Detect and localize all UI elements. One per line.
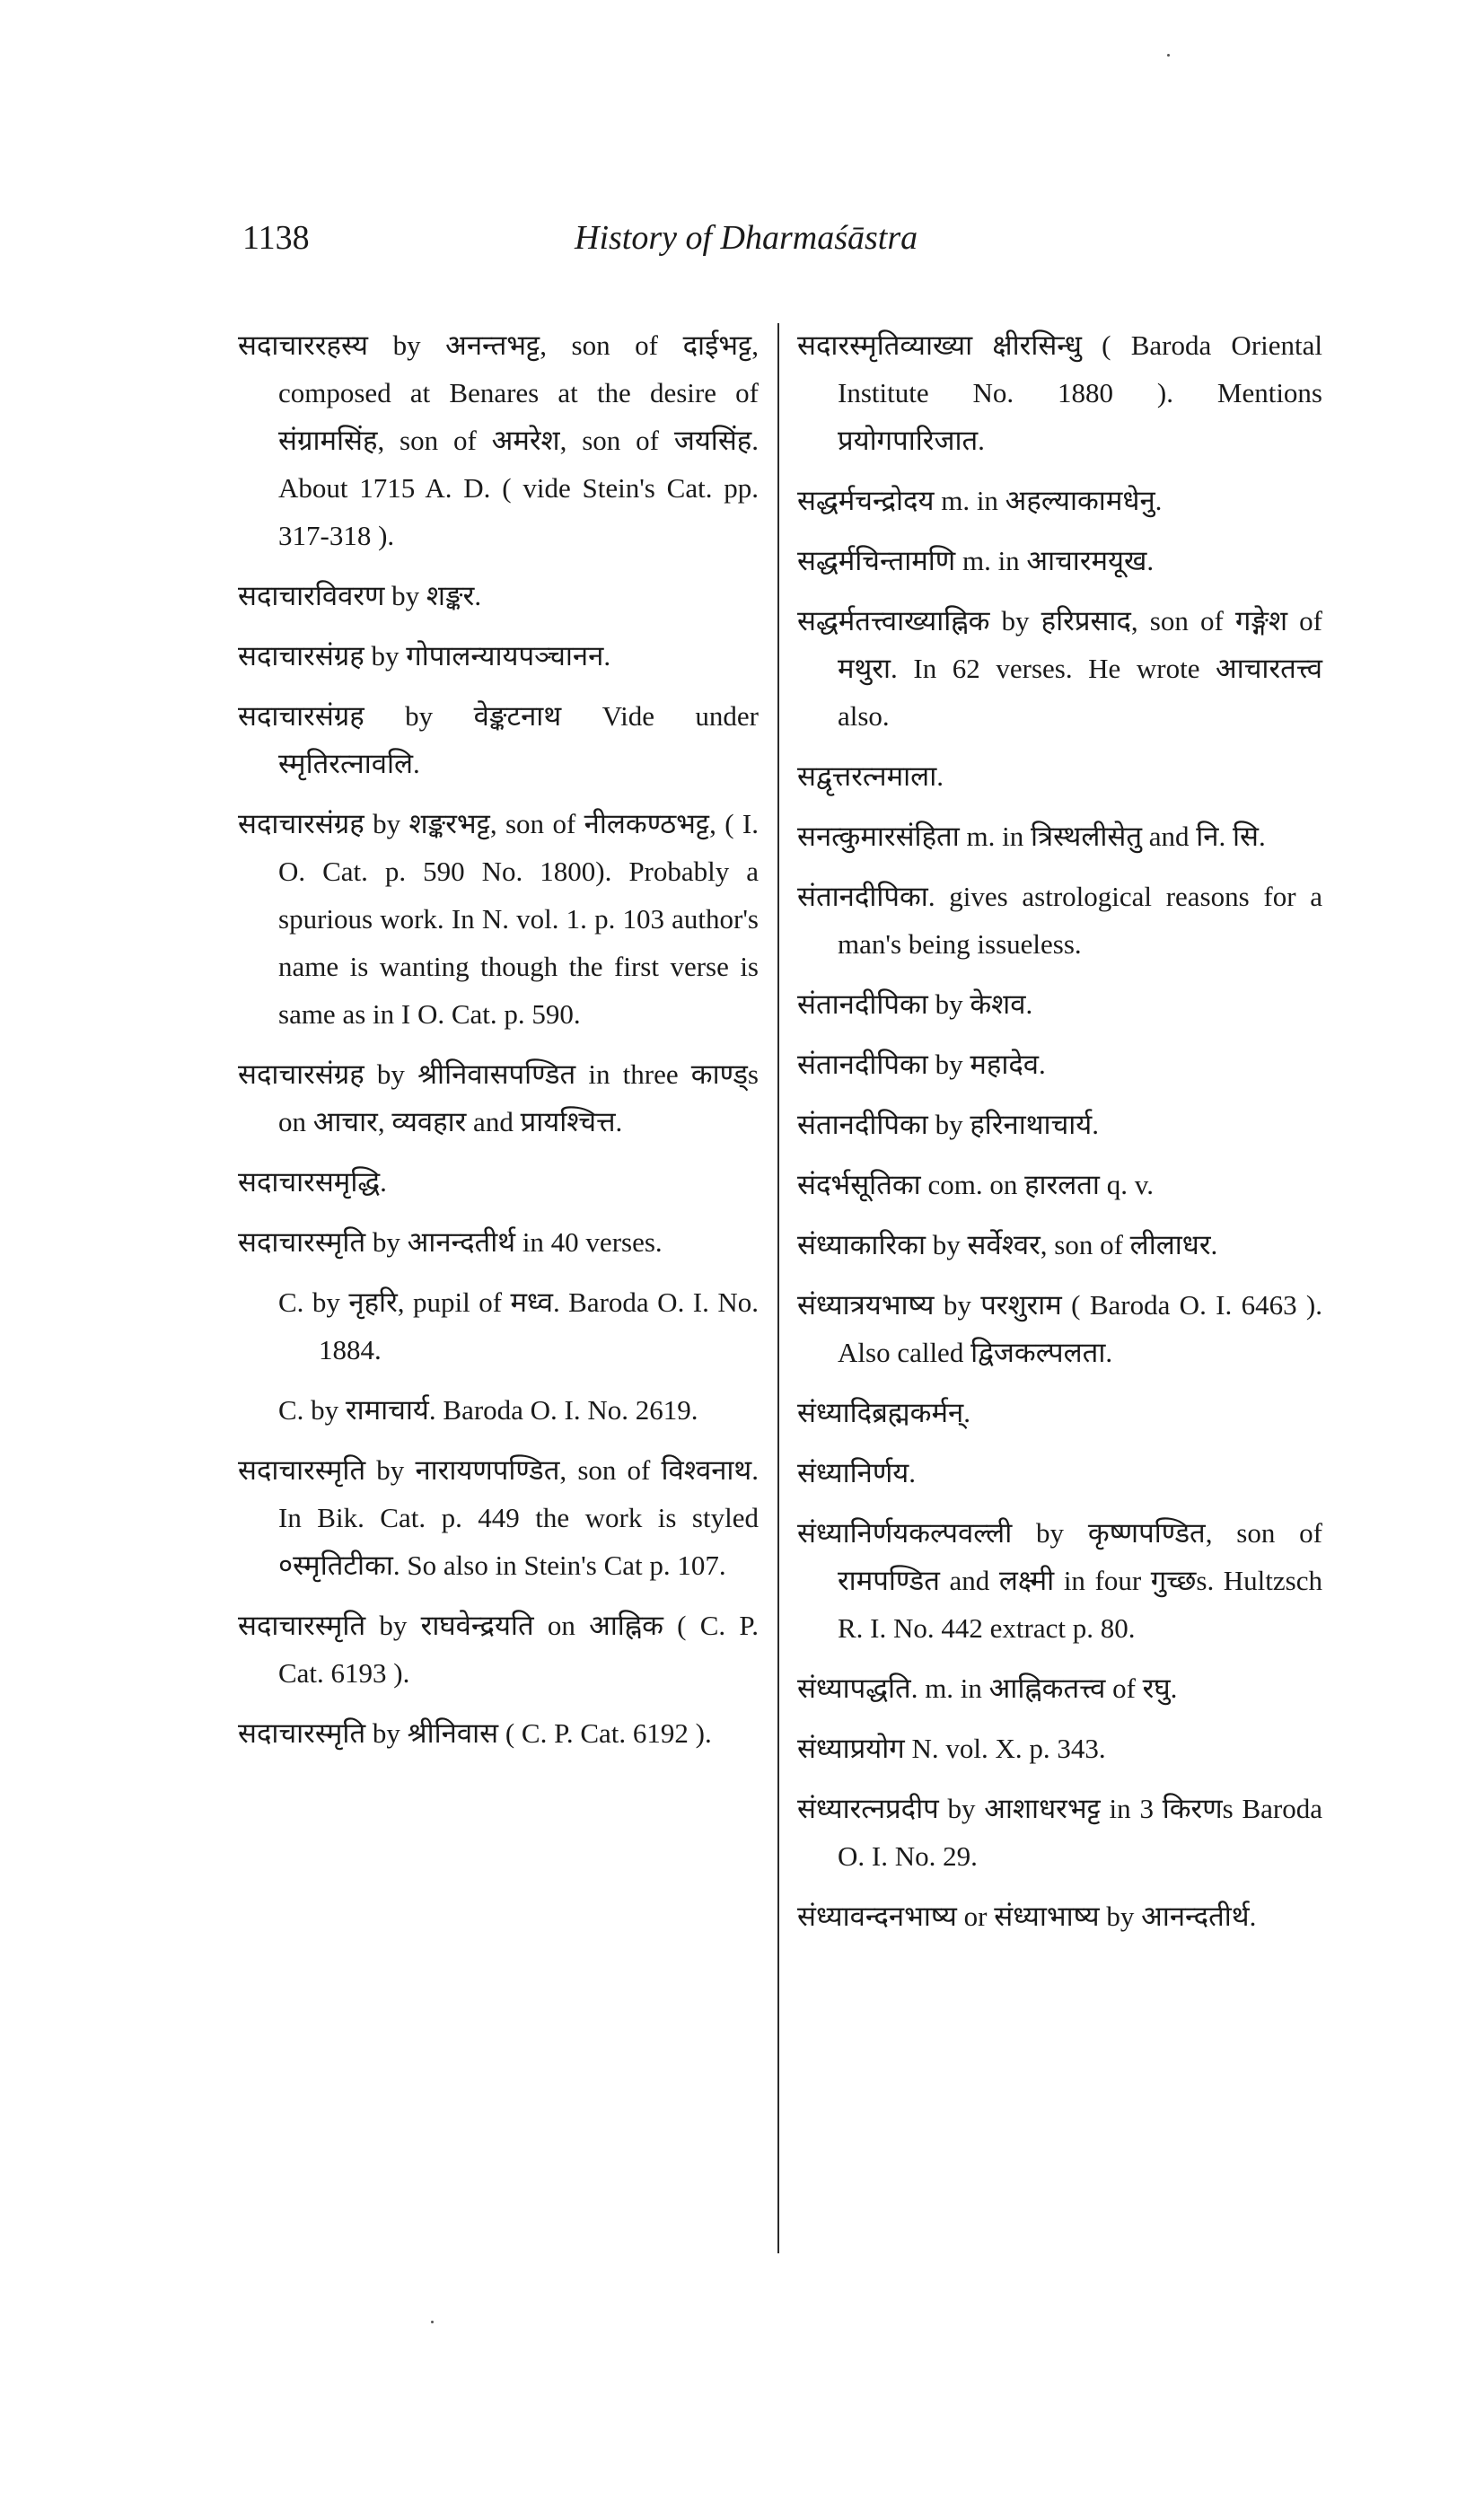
entry: संतानदीपिका by केशव. bbox=[797, 988, 1033, 1020]
entry: सदाचारसमृद्धि. bbox=[238, 1166, 387, 1198]
entry: संध्याकारिका by सर्वेश्वर, son of लीलाधर. bbox=[797, 1229, 1218, 1260]
entry: सदाचारसंग्रह by गोपालन्यायपञ्चानन. bbox=[238, 640, 611, 672]
entry: संतानदीपिका by महादेव. bbox=[797, 1049, 1046, 1080]
entry: संध्यानिर्णयकल्पवल्ली by कृष्णपण्डित, son of रामपण्डित and लक्ष्मी in four गुच्छs. Hultzsch R. I. No. 442 extract p. 80. bbox=[797, 1517, 1322, 1644]
page-number: 1138 bbox=[242, 219, 310, 257]
entry: सदाचारसंग्रह by वेङ्कटनाथ Vide under स्मृतिरत्नावलि. bbox=[238, 700, 759, 779]
commentary-entry: C. by नृहरि, pupil of मध्व. Baroda O. I. No. 1884. bbox=[278, 1286, 759, 1365]
entry: सदाचारस्मृति by नारायणपण्डित, son of विश्वनाथ. In Bik. Cat. p. 449 the work is styled ०स्मृतिटीका. So also in Stein's Cat p. 107. bbox=[238, 1454, 759, 1581]
entry: सदारस्मृतिव्याख्या क्षीरसिन्धु ( Baroda Oriental Institute No. 1880 ). Mentions प्रयोगपारिजात. bbox=[797, 329, 1322, 456]
entry: सद्वृत्तरत्नमाला. bbox=[797, 760, 944, 792]
left-column bbox=[238, 321, 759, 1769]
entry: संध्यात्रयभाष्य by परशुराम ( Baroda O. I. 6463 ). Also called द्विजकल्पलता. bbox=[797, 1289, 1322, 1368]
entry: सदाचारसंग्रह by शङ्करभट्ट, son of नीलकण्ठभट्ट, ( I. O. Cat. p. 590 No. 1800). Probably a spurious work. In N. vol. 1. p. 103 author's name is wanting though the first verse is same as in I O. Cat. p. 590. bbox=[238, 808, 759, 1030]
entry: संध्याप्रयोग N. vol. X. p. 343. bbox=[797, 1733, 1106, 1764]
entry: संतानदीपिका. gives astrological reasons for a man's being issueless. bbox=[797, 881, 1322, 960]
entry: सदाचारस्मृति by श्रीनिवास ( C. P. Cat. 6192 ). bbox=[238, 1717, 712, 1749]
right-column bbox=[797, 321, 1322, 1953]
entry: सदाचारस्मृति by आनन्दतीर्थ in 40 verses. bbox=[238, 1226, 663, 1258]
page-header bbox=[242, 218, 1302, 272]
entry: सद्धर्मचन्द्रोदय m. in अहल्याकामधेनु. bbox=[797, 485, 1163, 516]
scan-speck bbox=[1167, 54, 1170, 57]
entry: संध्यापद्धति. m. in आह्निकतत्त्व of रघु. bbox=[797, 1672, 1178, 1704]
entry: सद्धर्मतत्त्वाख्याह्निक by हरिप्रसाद, son of गङ्गेश of मथुरा. In 62 verses. He wrote आचारतत्त्व also. bbox=[797, 605, 1322, 732]
entry: संतानदीपिका by हरिनाथाचार्य. bbox=[797, 1109, 1100, 1140]
entry: संध्यानिर्णय. bbox=[797, 1457, 916, 1488]
entry: सदाचाररहस्य by अनन्तभट्ट, son of दाईभट्ट, composed at Benares at the desire of संग्रामसिंह, son of अमरेश, son of जयसिंह. About 1715 A. D. ( vide Stein's Cat. pp. 317-318 ). bbox=[238, 329, 759, 551]
running-title: History of Dharmaśāstra bbox=[575, 219, 918, 257]
entry: संध्यारत्नप्रदीप by आशाधरभट्ट in 3 किरणs Baroda O. I. No. 29. bbox=[797, 1793, 1322, 1872]
entry: सदाचारस्मृति by राघवेन्द्रयति on आह्निक ( C. P. Cat. 6193 ). bbox=[238, 1610, 759, 1689]
commentary-entry: C. by रामाचार्य. Baroda O. I. No. 2619. bbox=[278, 1394, 698, 1426]
entry: सनत्कुमारसंहिता m. in त्रिस्थलीसेतु and नि. सि. bbox=[797, 821, 1266, 852]
entry: संध्यादिब्रह्मकर्मन्. bbox=[797, 1397, 970, 1428]
entry: संदर्भसूतिका com. on हारलता q. v. bbox=[797, 1169, 1154, 1200]
column-divider bbox=[777, 323, 779, 2253]
entry: सद्धर्मचिन्तामणि m. in आचारमयूख. bbox=[797, 545, 1155, 576]
entry: सदाचारसंग्रह by श्रीनिवासपण्डित in three काण्ड्s on आचार, व्यवहार and प्रायश्चित्त. bbox=[238, 1058, 759, 1137]
scan-speck bbox=[431, 2321, 434, 2323]
entry: सदाचारविवरण by शङ्कर. bbox=[238, 580, 482, 611]
entry: संध्यावन्दनभाष्य or संध्याभाष्य by आनन्दतीर्थ. bbox=[797, 1901, 1257, 1932]
